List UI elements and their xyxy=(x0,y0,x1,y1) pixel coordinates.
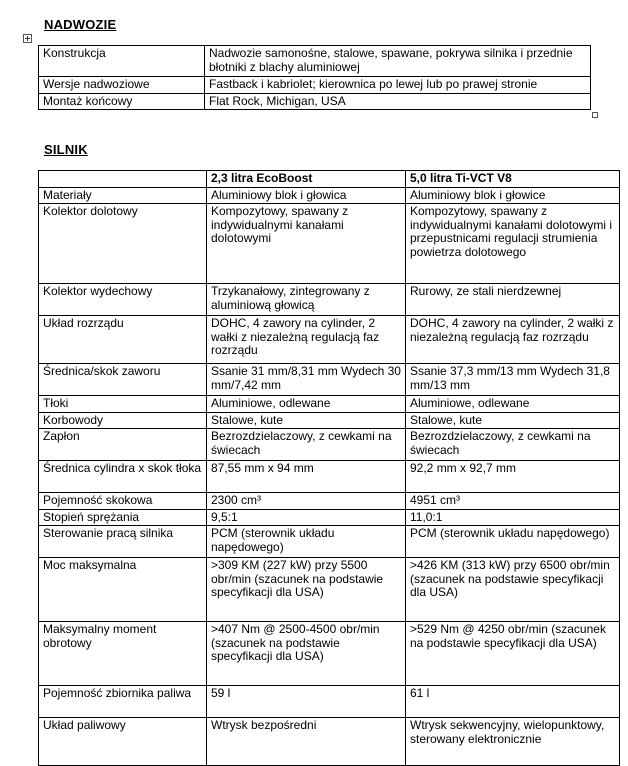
row-label: Pojemność zbiornika paliwa xyxy=(39,686,207,718)
cell-v8: Rurowy, ze stali nierdzewnej xyxy=(406,284,620,316)
cell-v8: 4951 cm³ xyxy=(406,493,620,510)
cell-v8: Stalowe, kute xyxy=(406,412,620,429)
row-label: Montaż końcowy xyxy=(39,93,205,110)
cell-ecoboost: Bezrozdzielaczowy, z cewkami na świecach xyxy=(207,429,406,461)
table-row xyxy=(39,284,620,316)
cell-v8: DOHC, 4 zawory na cylinder, 2 wałki z niezależną regulacją faz rozrządu xyxy=(406,316,620,364)
table-row xyxy=(39,622,620,686)
table-row xyxy=(39,316,620,364)
row-label: Pojemność skokowa xyxy=(39,493,207,510)
cell-ecoboost: Kompozytowy, spawany z indywidualnymi kanałami dolotowymi xyxy=(207,204,406,284)
row-label: Kolektor wydechowy xyxy=(39,284,207,316)
row-value: Flat Rock, Michigan, USA xyxy=(205,93,591,110)
cell-ecoboost: DOHC, 4 zawory na cylinder, 2 wałki z niezależną regulacją faz rozrządu xyxy=(207,316,406,364)
row-value: Nadwozie samonośne, stalowe, spawane, pokrywa silnika i przednie błotniki z blachy aluminiowej xyxy=(205,46,591,77)
section-title-nadwozie: NADWOZIE xyxy=(44,17,117,32)
cell-v8: PCM (sterownik układu napędowego) xyxy=(406,526,620,558)
table-row xyxy=(39,187,620,204)
table-row xyxy=(39,93,591,110)
cell-ecoboost: 87,55 mm x 94 mm xyxy=(207,461,406,493)
cell-v8: Wtrysk sekwencyjny, wielopunktowy, sterowany elektronicznie xyxy=(406,718,620,766)
table-move-handle-icon[interactable] xyxy=(23,34,32,43)
cell-ecoboost: 59 l xyxy=(207,686,406,718)
row-value: Fastback i kabriolet; kierownica po lewej lub po prawej stronie xyxy=(205,77,591,94)
silnik-table xyxy=(38,170,620,766)
cell-v8: Kompozytowy, spawany z indywidualnymi kanałami dolotowymi i przepustnicami regulacji strumienia powietrza dolotowego xyxy=(406,204,620,284)
row-label: Średnica/skok zaworu xyxy=(39,364,207,396)
row-label: Stopień sprężania xyxy=(39,509,207,526)
row-label: Tłoki xyxy=(39,396,207,413)
header-cell: 2,3 litra EcoBoost xyxy=(207,171,406,188)
table-header-row xyxy=(39,171,620,188)
row-label: Konstrukcja xyxy=(39,46,205,77)
table-row xyxy=(39,509,620,526)
table-row xyxy=(39,429,620,461)
header-cell xyxy=(39,171,207,188)
row-label: Zapłon xyxy=(39,429,207,461)
table-row xyxy=(39,718,620,766)
cell-v8: Bezrozdzielaczowy, z cewkami na świecach xyxy=(406,429,620,461)
cell-v8: Aluminiowe, odlewane xyxy=(406,396,620,413)
cell-v8: >426 KM (313 kW) przy 6500 obr/min (szacunek na podstawie specyfikacji dla USA) xyxy=(406,558,620,622)
table-row xyxy=(39,412,620,429)
cell-ecoboost: Wtrysk bezpośredni xyxy=(207,718,406,766)
table-row xyxy=(39,204,620,284)
row-label: Układ paliwowy xyxy=(39,718,207,766)
cell-v8: 92,2 mm x 92,7 mm xyxy=(406,461,620,493)
table-row xyxy=(39,46,591,77)
row-label: Korbowody xyxy=(39,412,207,429)
cell-ecoboost: >309 KM (227 kW) przy 5500 obr/min (szacunek na podstawie specyfikacji dla USA) xyxy=(207,558,406,622)
cell-ecoboost: 2300 cm³ xyxy=(207,493,406,510)
table-row xyxy=(39,526,620,558)
row-label: Wersje nadwoziowe xyxy=(39,77,205,94)
row-label: Materiały xyxy=(39,187,207,204)
cell-ecoboost: Ssanie 31 mm/8,31 mm Wydech 30 mm/7,42 mm xyxy=(207,364,406,396)
cell-ecoboost: Aluminiowe, odlewane xyxy=(207,396,406,413)
table-row xyxy=(39,77,591,94)
section-title-silnik: SILNIK xyxy=(44,142,88,157)
table-row xyxy=(39,364,620,396)
cell-v8: 61 l xyxy=(406,686,620,718)
table-row xyxy=(39,461,620,493)
cell-v8: 11,0:1 xyxy=(406,509,620,526)
table-row xyxy=(39,686,620,718)
row-label: Średnica cylindra x skok tłoka xyxy=(39,461,207,493)
row-label: Układ rozrządu xyxy=(39,316,207,364)
cell-v8: Aluminiowy blok i głowice xyxy=(406,187,620,204)
cell-ecoboost: 9,5:1 xyxy=(207,509,406,526)
header-cell: 5,0 litra Ti-VCT V8 xyxy=(406,171,620,188)
nadwozie-table xyxy=(38,45,591,110)
table-resize-handle-icon[interactable] xyxy=(592,112,598,118)
table-row xyxy=(39,558,620,622)
cell-ecoboost: Aluminiowy blok i głowica xyxy=(207,187,406,204)
cell-ecoboost: PCM (sterownik układu napędowego) xyxy=(207,526,406,558)
row-label: Sterowanie pracą silnika xyxy=(39,526,207,558)
cell-v8: >529 Nm @ 4250 obr/min (szacunek na podstawie specyfikacji dla USA) xyxy=(406,622,620,686)
row-label: Moc maksymalna xyxy=(39,558,207,622)
table-row xyxy=(39,493,620,510)
cell-v8: Ssanie 37,3 mm/13 mm Wydech 31,8 mm/13 mm xyxy=(406,364,620,396)
cell-ecoboost: >407 Nm @ 2500-4500 obr/min (szacunek na podstawie specyfikacji dla USA) xyxy=(207,622,406,686)
row-label: Kolektor dolotowy xyxy=(39,204,207,284)
table-row xyxy=(39,396,620,413)
cell-ecoboost: Stalowe, kute xyxy=(207,412,406,429)
row-label: Maksymalny moment obrotowy xyxy=(39,622,207,686)
cell-ecoboost: Trzykanałowy, zintegrowany z aluminiową głowicą xyxy=(207,284,406,316)
